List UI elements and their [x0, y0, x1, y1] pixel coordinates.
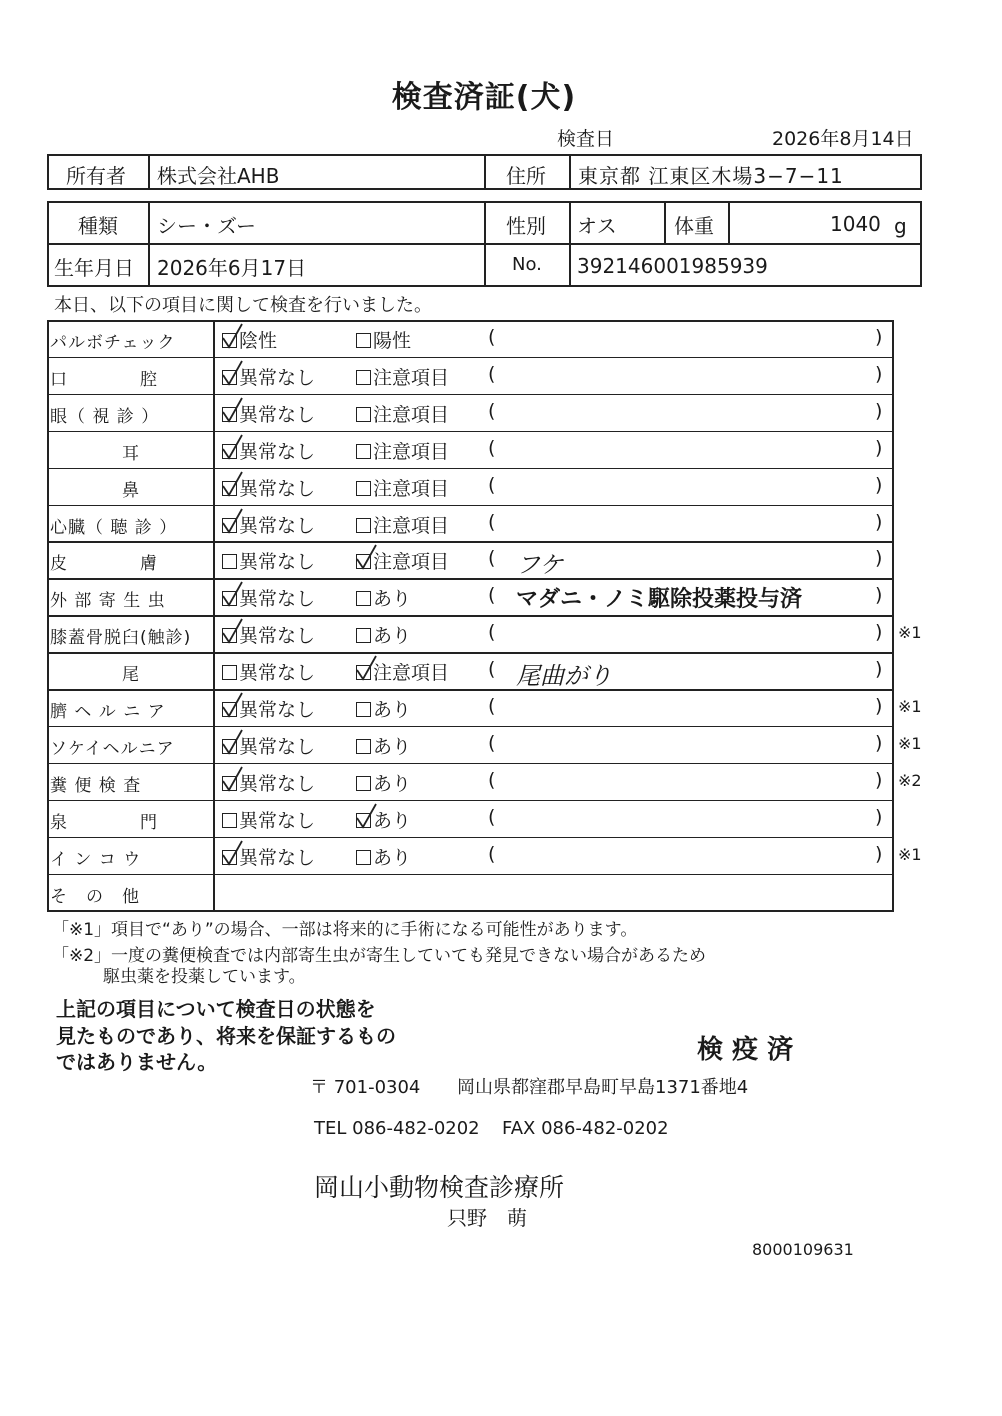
open-paren: (	[488, 621, 496, 644]
row-note: 尾曲がり	[516, 662, 612, 691]
option-label: 異常なし	[239, 588, 316, 611]
checked-box-icon[interactable]	[222, 370, 237, 385]
footnote-marker: ※1	[898, 697, 922, 716]
number-value: 392146001985939	[577, 254, 768, 278]
clinic-address: 岡山県都窪郡早島町早島1371番地4	[457, 1077, 749, 1098]
row-label: 膝蓋骨脱臼(触診)	[50, 628, 192, 649]
checked-box-icon[interactable]	[222, 850, 237, 865]
checkbox-icon[interactable]	[222, 813, 237, 828]
checked-box-icon[interactable]	[222, 628, 237, 643]
checked-box-icon[interactable]	[356, 813, 371, 828]
option-label: 注意項目	[373, 403, 450, 426]
weight-value: 1040	[830, 212, 881, 236]
exam-date-label: 検査日	[557, 128, 615, 150]
checked-box-icon[interactable]	[356, 554, 371, 569]
option-label: 異常なし	[239, 625, 316, 648]
option-normal[interactable]	[222, 695, 315, 722]
option-label: 異常なし	[239, 735, 316, 758]
postal-code: 〒 701-0304	[310, 1077, 421, 1098]
option-abnormal[interactable]	[356, 769, 411, 796]
checkbox-icon[interactable]	[356, 407, 371, 422]
open-paren: (	[488, 805, 496, 828]
open-paren: (	[488, 547, 496, 570]
weight-label: 体重	[674, 214, 714, 238]
option-abnormal[interactable]	[356, 474, 449, 501]
option-normal[interactable]	[222, 732, 315, 759]
close-paren: )	[875, 658, 883, 681]
open-paren: (	[488, 473, 496, 496]
option-label: 注意項目	[373, 366, 450, 389]
address-label: 住所	[506, 164, 546, 188]
close-paren: )	[875, 547, 883, 570]
footnote-1: 「※1」項目で“あり”の場合、一部は将来的に手術になる可能性があります。	[52, 920, 638, 940]
close-paren: )	[875, 510, 883, 533]
breed-value: シー・ズー	[157, 214, 256, 238]
checked-box-icon[interactable]	[222, 333, 237, 348]
option-abnormal[interactable]	[356, 843, 411, 870]
disclaimer-line-3: ではありません。	[56, 1050, 218, 1074]
option-label: あり	[373, 735, 412, 758]
option-label: 異常なし	[239, 551, 316, 574]
open-paren: (	[488, 436, 496, 459]
checkbox-icon[interactable]	[356, 591, 371, 606]
close-paren: )	[875, 768, 883, 791]
option-normal[interactable]	[222, 511, 315, 538]
checkbox-icon[interactable]	[356, 481, 371, 496]
option-label: 異常なし	[239, 403, 316, 426]
row-label: 臍 ヘ ル ニ ア	[50, 702, 166, 722]
option-label: 異常なし	[239, 514, 316, 537]
option-abnormal[interactable]	[356, 511, 449, 538]
option-normal[interactable]	[222, 400, 315, 427]
clinic-name: 岡山小動物検査診療所	[314, 1173, 565, 1202]
birth-label: 生年月日	[54, 256, 134, 280]
option-label: あり	[373, 588, 412, 611]
footnote-marker: ※1	[898, 733, 922, 753]
checkbox-icon[interactable]	[356, 702, 371, 717]
owner-value: 株式会社AHB	[157, 164, 280, 188]
option-abnormal[interactable]	[356, 547, 449, 574]
open-paren: (	[488, 362, 496, 385]
option-label: 陰性	[239, 330, 278, 352]
option-abnormal[interactable]	[356, 363, 449, 390]
option-normal[interactable]	[222, 843, 315, 870]
fax: FAX 086-482-0202	[502, 1118, 669, 1139]
exam-date: 2026年8月14日	[772, 128, 914, 150]
close-paren: )	[875, 584, 883, 607]
option-normal[interactable]	[222, 584, 315, 611]
option-normal[interactable]	[222, 363, 315, 390]
option-label: あり	[373, 699, 412, 721]
option-label: あり	[373, 809, 412, 832]
footnote-marker: ※2	[898, 770, 922, 790]
option-label: 注意項目	[373, 551, 450, 574]
checkbox-icon[interactable]	[222, 665, 237, 680]
footnote-2-line-1: 「※2」一度の糞便検査では内部寄生虫が寄生していても発見できない場合があるため	[52, 946, 707, 966]
checked-box-icon[interactable]	[222, 407, 237, 422]
open-paren: (	[488, 326, 496, 348]
option-abnormal[interactable]	[356, 437, 449, 464]
option-label: 異常なし	[239, 440, 316, 463]
checkbox-icon[interactable]	[356, 776, 371, 791]
option-abnormal[interactable]	[356, 621, 411, 648]
row-label: 耳	[122, 443, 140, 464]
option-normal[interactable]	[222, 437, 315, 464]
row-label: 眼（ 視 診 ）	[50, 406, 160, 427]
checkbox-icon[interactable]	[356, 850, 371, 865]
option-label: 異常なし	[239, 662, 316, 685]
close-paren: )	[875, 326, 883, 348]
row-label: パルボチェック	[50, 333, 176, 353]
checked-box-icon[interactable]	[222, 444, 237, 459]
option-label: 注意項目	[373, 440, 450, 463]
close-paren: )	[875, 436, 883, 459]
row-label: 外 部 寄 生 虫	[50, 591, 166, 612]
row-label: 糞 便 検 査	[50, 775, 142, 796]
option-abnormal[interactable]	[356, 658, 449, 685]
row-label: 鼻	[122, 480, 140, 501]
checkbox-icon[interactable]	[356, 333, 371, 348]
option-label: 注意項目	[373, 477, 450, 500]
option-label: 異常なし	[239, 772, 316, 795]
close-paren: )	[875, 399, 883, 422]
document-number: 8000109631	[752, 1240, 854, 1259]
checkbox-icon[interactable]	[356, 518, 371, 533]
row-note: マダニ・ノミ駆除投薬投与済	[516, 587, 803, 613]
checkbox-icon[interactable]	[222, 554, 237, 569]
close-paren: )	[875, 731, 883, 754]
close-paren: )	[875, 362, 883, 385]
checked-box-icon[interactable]	[222, 702, 237, 717]
breed-label: 種類	[78, 214, 118, 238]
checkbox-icon[interactable]	[356, 370, 371, 385]
footnote-2-line-2: 駆虫薬を投薬しています。	[103, 967, 306, 987]
open-paren: (	[488, 768, 496, 791]
open-paren: (	[488, 842, 496, 865]
option-label: 注意項目	[373, 514, 450, 537]
option-label: あり	[373, 772, 412, 795]
other-label: そ の 他	[50, 886, 140, 907]
open-paren: (	[488, 731, 496, 754]
open-paren: (	[488, 399, 496, 422]
disclaimer-line-1: 上記の項目について検査日の状態を	[56, 997, 376, 1021]
footnote-marker: ※1	[898, 623, 922, 643]
option-normal[interactable]	[222, 621, 315, 648]
option-normal[interactable]	[222, 769, 315, 796]
owner-label: 所有者	[66, 164, 126, 188]
option-normal[interactable]	[222, 806, 315, 833]
row-label: イ ン コ ウ	[50, 849, 142, 870]
close-paren: )	[875, 695, 883, 717]
option-label: 異常なし	[239, 477, 316, 500]
checked-box-icon[interactable]	[222, 481, 237, 496]
checkbox-icon[interactable]	[356, 739, 371, 754]
close-paren: )	[875, 842, 883, 865]
open-paren: (	[488, 695, 496, 717]
checked-box-icon[interactable]	[222, 776, 237, 791]
option-label: 注意項目	[373, 662, 450, 685]
intro-text: 本日、以下の項目に関して検査を行いました。	[54, 295, 432, 316]
close-paren: )	[875, 805, 883, 828]
close-paren: )	[875, 621, 883, 644]
close-paren: )	[875, 473, 883, 496]
page-title: 検査済証(犬)	[391, 80, 577, 115]
weight-unit: g	[894, 214, 907, 238]
row-label: 泉 門	[50, 812, 158, 833]
checkbox-icon[interactable]	[356, 628, 371, 643]
option-label: 異常なし	[239, 366, 316, 389]
row-note: フケ	[516, 551, 564, 580]
option-normal[interactable]	[222, 474, 315, 501]
telephone: TEL 086-482-0202	[314, 1118, 480, 1139]
checked-box-icon[interactable]	[222, 591, 237, 606]
checked-box-icon[interactable]	[356, 665, 371, 680]
option-abnormal[interactable]	[356, 584, 411, 611]
address-value: 東京都 江東区木場3−7−11	[578, 164, 844, 188]
disclaimer-line-2: 見たものであり、将来を保証するもの	[56, 1024, 396, 1048]
option-abnormal[interactable]	[356, 326, 411, 353]
row-label: 口 腔	[50, 369, 158, 390]
row-label: ソケイヘルニア	[50, 738, 175, 759]
open-paren: (	[488, 658, 496, 681]
checkbox-icon[interactable]	[356, 444, 371, 459]
open-paren: (	[488, 510, 496, 533]
option-abnormal[interactable]	[356, 695, 411, 722]
open-paren: (	[488, 584, 496, 607]
option-normal[interactable]	[222, 658, 315, 685]
number-label: No.	[512, 254, 542, 275]
option-label: 異常なし	[239, 699, 316, 721]
option-label: あり	[373, 846, 412, 869]
option-abnormal[interactable]	[356, 732, 411, 759]
option-abnormal[interactable]	[356, 400, 449, 427]
option-abnormal[interactable]	[356, 806, 411, 833]
option-label: 異常なし	[239, 846, 316, 869]
option-label: 陽性	[373, 330, 412, 352]
row-label: 心臓（ 聴 診 ）	[50, 517, 178, 538]
checked-box-icon[interactable]	[222, 739, 237, 754]
veterinarian-name: 只野 萌	[447, 1206, 527, 1230]
sex-value: オス	[577, 214, 617, 238]
sex-label: 性別	[506, 214, 546, 238]
row-label: 皮 膚	[50, 554, 158, 575]
birth-value: 2026年6月17日	[157, 256, 307, 280]
option-label: 異常なし	[239, 809, 316, 832]
quarantine-stamp: 検 疫 済	[697, 1035, 794, 1065]
checked-box-icon[interactable]	[222, 518, 237, 533]
option-normal[interactable]	[222, 326, 277, 353]
option-label: あり	[373, 625, 412, 648]
row-label: 尾	[122, 665, 140, 686]
option-normal[interactable]	[222, 547, 315, 574]
footnote-marker: ※1	[898, 844, 922, 864]
